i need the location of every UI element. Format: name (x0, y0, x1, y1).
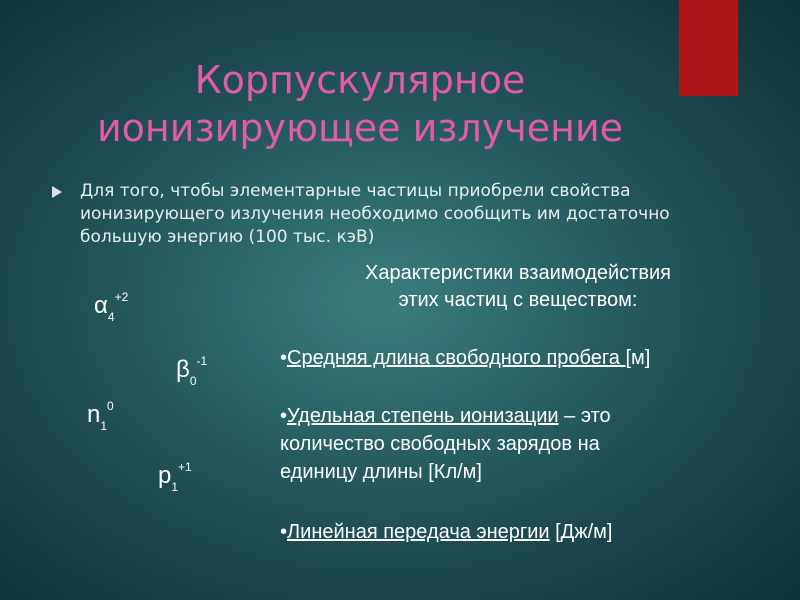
particle-subscript: 1 (100, 419, 108, 433)
particle-superscript: +2 (114, 290, 129, 304)
particle-symbol: n (87, 401, 101, 428)
list-item-linear-energy-transfer (280, 518, 612, 546)
particle-proton (158, 462, 192, 493)
definition-line-2: количество свободных зарядов на (280, 433, 600, 455)
particle-subscript: 1 (171, 480, 179, 494)
intro-text: Для того, чтобы элементарные частицы приобрели свойства ионизирующего излучения необходимо сообщить им достаточно большую энергию (100 тыс. кэВ) (80, 181, 670, 247)
particle-alpha (94, 292, 128, 323)
particle-symbol: p (158, 462, 172, 489)
title-line-2: ионизирующее излучение (96, 106, 624, 150)
particle-subscript: 4 (107, 310, 115, 324)
characteristics-title-line-1: Характеристики взаимодействия (365, 262, 671, 284)
definition-lead: – это (558, 405, 611, 427)
term-linear-energy-transfer: Линейная передача энергии (287, 521, 550, 543)
term-specific-ionization: Удельная степень ионизации (287, 405, 559, 427)
list-item-mean-free-path (280, 344, 650, 372)
title-line-1: Корпускулярное (194, 58, 526, 102)
particle-symbol: β (176, 356, 190, 383)
bullet-dot: • (280, 347, 288, 369)
particle-subscript: 0 (189, 374, 197, 388)
characteristics-title (318, 260, 718, 314)
unit-joule-per-meter: [Дж/м] (549, 521, 613, 543)
intro-bullet (52, 180, 742, 249)
unit-meters: [м] (625, 347, 651, 369)
list-item-specific-ionization (280, 402, 611, 430)
slide-title (40, 56, 680, 152)
particle-symbol: α (94, 292, 108, 319)
particle-superscript: +1 (178, 460, 192, 474)
particle-neutron (87, 401, 114, 432)
particle-beta (176, 356, 207, 387)
particle-superscript: 0 (107, 399, 114, 413)
definition-line-3: единицу длины [Кл/м] (280, 461, 482, 483)
characteristics-title-line-2: этих частиц с веществом: (398, 289, 638, 311)
triangle-bullet-icon (52, 186, 62, 198)
term-mean-free-path: Средняя длина свободного пробега (287, 347, 626, 369)
bullet-dot: • (280, 405, 288, 427)
bullet-dot: • (280, 521, 288, 543)
accent-block (679, 0, 738, 96)
particle-superscript: -1 (196, 354, 208, 368)
